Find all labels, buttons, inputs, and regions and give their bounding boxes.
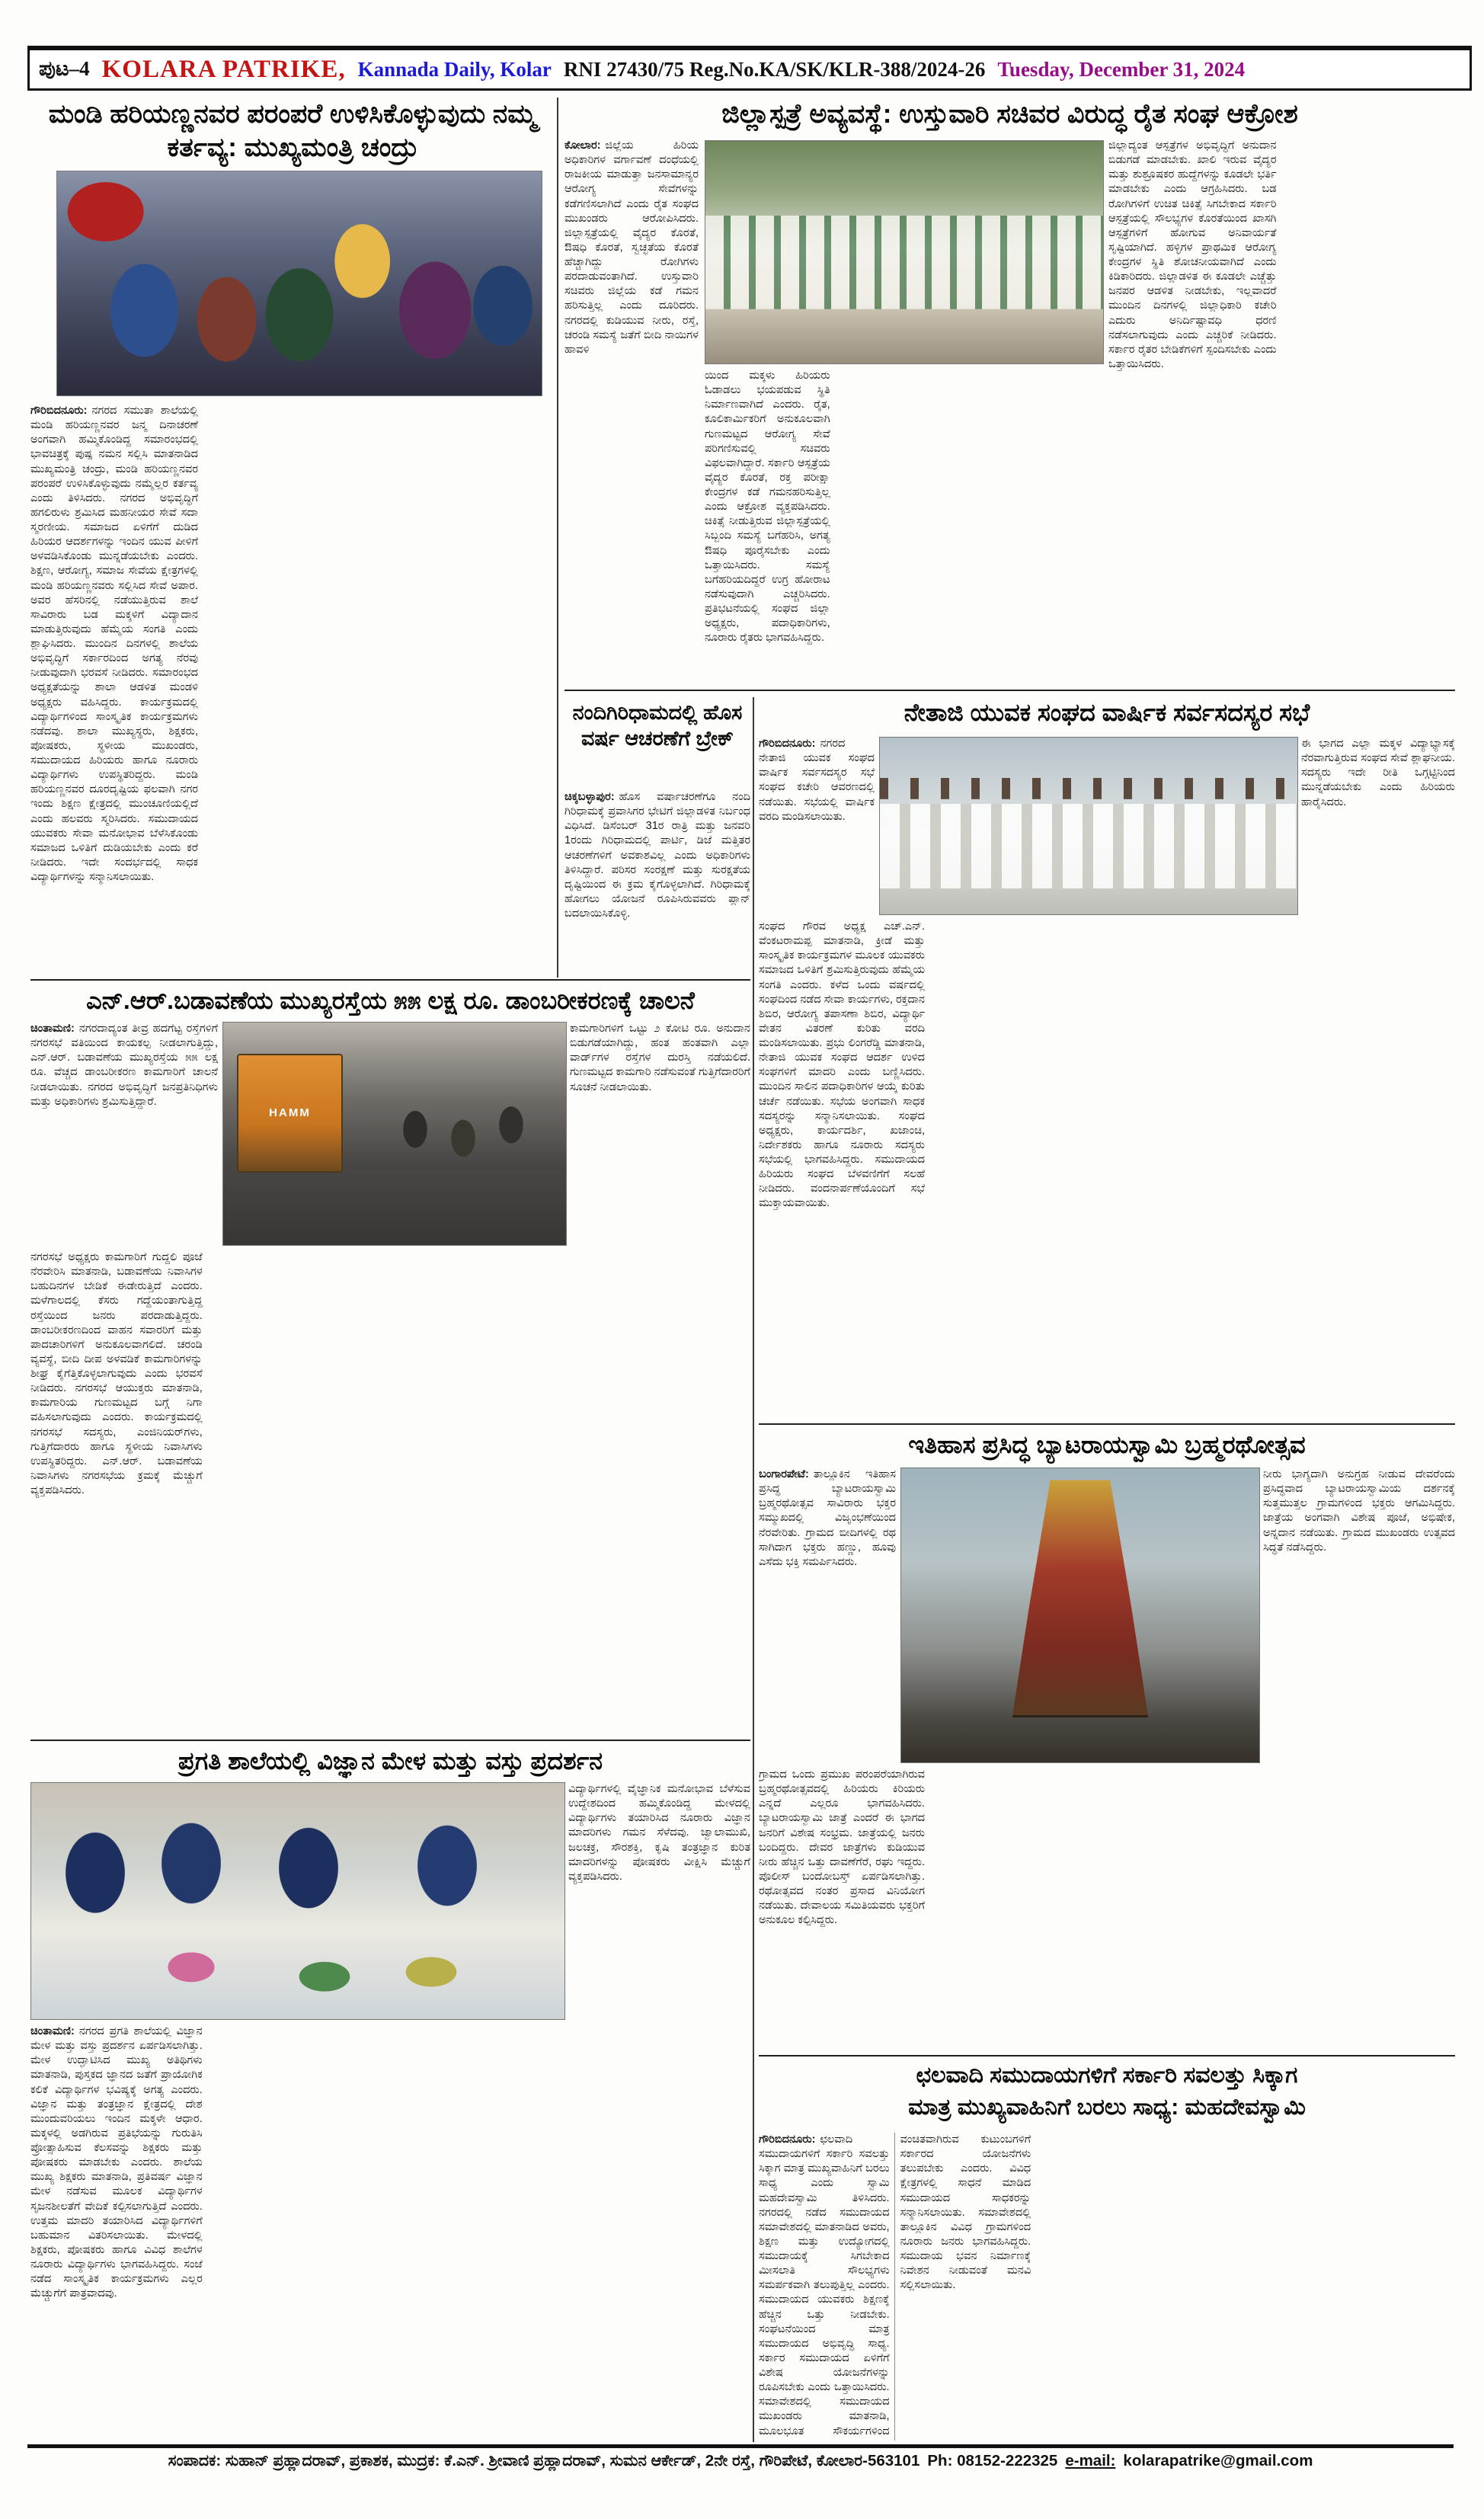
rule-above-chalavadi <box>759 2055 1455 2056</box>
article-science <box>30 1746 750 2442</box>
email-address[interactable]: kolarapatrike@gmail.com <box>1123 2452 1313 2469</box>
article-hospital-right-columns <box>1108 139 1455 686</box>
rule-above-science <box>30 1740 750 1741</box>
dateline: ಚಿಂತಾಮಣಿ: <box>30 1023 75 1035</box>
dateline: ಚಿಂತಾಮಣಿ: <box>30 2025 75 2037</box>
article-road-left-column <box>30 1022 218 1244</box>
body-text: ಸಂಘದ ಗೌರವ ಅಧ್ಯಕ್ಷ ಎಚ್.ಎನ್. ವೆಂಕಟರಾಮಪ್ಪ ಮಾತನಾಡಿ, ಕ್ರೀಡೆ ಮತ್ತು ಸಾಂಸ್ಕೃತಿಕ ಕಾರ್ಯಕ್ರಮಗಳ ಮೂಲಕ ಯುವಕರು ಸಮಾಜದ ಒಳಿತಿಗೆ ಶ್ರಮಿಸುತ್ತಿರುವುದು ಹೆಮ್ಮೆಯ ಸಂಗತಿ ಎಂದರು. ಕಳೆದ ಒಂದು ವರ್ಷದಲ್ಲಿ ಸಂಘದಿಂದ ನಡೆದ ಸೇವಾ ಕಾರ್ಯಗಳು, ರಕ್ತದಾನ ಶಿಬಿರ, ಆರೋಗ್ಯ ತಪಾಸಣಾ ಶಿಬಿರ, ವಿದ್ಯಾರ್ಥಿ ವೇತನ ವಿತರಣೆ ಕುರಿತು ವರದಿ ಮಂಡಿಸಲಾಯಿತು. ಪ್ರಭು ಲಿಂಗರೆಡ್ಡಿ ಮಾತನಾಡಿ, ನೇತಾಜಿ ಯುವಕ ಸಂಘದ ಆದರ್ಶ ಉಳಿದ ಸಂಘಗಳಿಗೆ ಮಾದರಿ ಎಂದು ಬಣ್ಣಿಸಿದರು. ಮುಂದಿನ ಸಾಲಿನ ಪದಾಧಿಕಾರಿಗಳ ಆಯ್ಕೆ ಕುರಿತು ಚರ್ಚೆ ನಡೆಯಿತು. ಸಭೆಯ ಅಂಗವಾಗಿ ಸಾಧಕ ಸದಸ್ಯರನ್ನು ಸನ್ಮಾನಿಸಲಾಯಿತು. ಸಂಘದ ಅಧ್ಯಕ್ಷರು, ಕಾರ್ಯದರ್ಶಿ, ಖಜಾಂಚಿ, ನಿರ್ದೇಶಕರು ಹಾಗೂ ನೂರಾರು ಸದಸ್ಯರು ಸಭೆಯಲ್ಲಿ ಭಾಗವಹಿಸಿದ್ದರು. ಸಮುದಾಯದ ಹಿರಿಯರು ಸಂಘದ ಬೆಳವಣಿಗೆಗೆ ಸಲಹೆ ನೀಡಿದರು. ವಂದನಾರ್ಪಣೆಯೊಂದಿಗೆ ಸಭೆ ಮುಕ್ತಾಯವಾಯಿತು. <box>759 920 925 1210</box>
body-text: ನಗರದ ಸಮುತಾ ಶಾಲೆಯಲ್ಲಿ ಮಂಡಿ ಹರಿಯಣ್ಣನವರ ಜನ್ಮ ದಿನಾಚರಣೆ ಅಂಗವಾಗಿ ಹಮ್ಮಿಕೊಂಡಿದ್ದ ಸಮಾರಂಭದಲ್ಲಿ ಭಾವಚಿತ್ರಕ್ಕೆ ಪುಷ್ಪ ನಮನ ಸಲ್ಲಿಸಿ ಮಾತನಾಡಿದ ಮುಖ್ಯಮಂತ್ರಿ ಚಂದ್ರು, ಮಂಡಿ ಹರಿಯಣ್ಣನವರ ಪರಂಪರೆ ಉಳಿಸಿಕೊಳ್ಳುವುದು ನಮ್ಮೆಲ್ಲರ ಕರ್ತವ್ಯ ಎಂದು ತಿಳಿಸಿದರು. ನಗರದ ಅಭಿವೃದ್ಧಿಗೆ ಹಗಲಿರುಳು ಶ್ರಮಿಸಿದ ಮಹನೀಯರ ಸೇವೆ ಸದಾ ಸ್ಮರಣೀಯ. ಸಮಾಜದ ಏಳಿಗೆಗೆ ದುಡಿದ ಹಿರಿಯರ ಆದರ್ಶಗಳನ್ನು ಇಂದಿನ ಯುವ ಪೀಳಿಗೆ ಅಳವಡಿಸಿಕೊಂಡು ಮುನ್ನಡೆಯಬೇಕು ಎಂದರು. ಶಿಕ್ಷಣ, ಆರೋಗ್ಯ, ಸಮಾಜ ಸೇವೆಯ ಕ್ಷೇತ್ರಗಳಲ್ಲಿ ಮಂಡಿ ಹರಿಯಣ್ಣನವರು ಸಲ್ಲಿಸಿದ ಸೇವೆ ಅಪಾರ. ಅವರ ಹೆಸರಿನಲ್ಲಿ ನಡೆಯುತ್ತಿರುವ ಶಾಲೆ ಸಾವಿರಾರು ಬಡ ಮಕ್ಕಳಿಗೆ ವಿದ್ಯಾದಾನ ಮಾಡುತ್ತಿರುವುದು ಹೆಮ್ಮೆಯ ಸಂಗತಿ ಎಂದು ಶ್ಲಾಘಿಸಿದರು. ಮುಂದಿನ ದಿನಗಳಲ್ಲಿ ಶಾಲೆಯ ಅಭಿವೃದ್ಧಿಗೆ ಸರ್ಕಾರದಿಂದ ಅಗತ್ಯ ನೆರವು ನೀಡುವುದಾಗಿ ಭರವಸೆ ನೀಡಿದರು. ಸಮಾರಂಭದ ಅಧ್ಯಕ್ಷತೆಯನ್ನು ಶಾಲಾ ಆಡಳಿತ ಮಂಡಳಿ ಅಧ್ಯಕ್ಷರು ವಹಿಸಿದ್ದರು. ಕಾರ್ಯಕ್ರಮದಲ್ಲಿ ವಿದ್ಯಾರ್ಥಿಗಳಿಂದ ಸಾಂಸ್ಕೃತಿಕ ಕಾರ್ಯಕ್ರಮಗಳು ನಡೆದವು. ಶಾಲಾ ಮುಖ್ಯಸ್ಥರು, ಶಿಕ್ಷಕರು, ಪೋಷಕರು, ಸ್ಥಳೀಯ ಮುಖಂಡರು, ಸಮುದಾಯದ ಹಿರಿಯರು ಹಾಗೂ ನೂರಾರು ವಿದ್ಯಾರ್ಥಿಗಳು ಉಪಸ್ಥಿತರಿದ್ದರು. ಮಂಡಿ ಹರಿಯಣ್ಣನವರ ದೂರದೃಷ್ಟಿಯ ಫಲವಾಗಿ ನಗರ ಇಂದು ಶಿಕ್ಷಣ ಕ್ಷೇತ್ರದಲ್ಲಿ ಮುಂಚೂಣಿಯಲ್ಲಿದೆ ಎಂದು ಹಲವರು ಸ್ಮರಿಸಿದರು. ಸಮುದಾಯದ ಯುವಕರು ಸೇವಾ ಮನೋಭಾವ ಬೆಳೆಸಿಕೊಂಡು ಸಮಾಜದ ಒಳಿತಿಗೆ ದುಡಿಯಬೇಕು ಎಂದು ಕರೆ ನೀಡಿದರು. ಇದೇ ಸಂದರ್ಭದಲ್ಲಿ ಸಾಧಕ ವಿದ್ಯಾರ್ಥಿಗಳನ್ನು ಸನ್ಮಾನಿಸಲಾಯಿತು. <box>30 405 198 883</box>
article-chariot-right-column <box>1263 1468 1455 1762</box>
rule-above-chariot <box>759 1423 1455 1425</box>
body-text: ಜಿಲ್ಲಾದ್ಯಂತ ಆಸ್ಪತ್ರೆಗಳ ಅಭಿವೃದ್ಧಿಗೆ ಅನುದಾನ ಬಿಡುಗಡೆ ಮಾಡಬೇಕು. ಖಾಲಿ ಇರುವ ವೈದ್ಯರ ಮತ್ತು ಶುಶ್ರೂಷಕರ ಹುದ್ದೆಗಳನ್ನು ಕೂಡಲೇ ಭರ್ತಿ ಮಾಡಬೇಕು ಎಂದು ಆಗ್ರಹಿಸಿದರು. ಬಡ ರೋಗಿಗಳಿಗೆ ಉಚಿತ ಚಿಕಿತ್ಸೆ ಸಿಗಬೇಕಾದ ಸರ್ಕಾರಿ ಆಸ್ಪತ್ರೆಯಲ್ಲಿ ಸೌಲಭ್ಯಗಳ ಕೊರತೆಯಿಂದ ಖಾಸಗಿ ಆಸ್ಪತ್ರೆಗಳಿಗೆ ಹೋಗುವ ಅನಿವಾರ್ಯತೆ ಸೃಷ್ಟಿಯಾಗಿದೆ. ಹಳ್ಳಿಗಳ ಪ್ರಾಥಮಿಕ ಆರೋಗ್ಯ ಕೇಂದ್ರಗಳ ಸ್ಥಿತಿ ಶೋಚನೀಯವಾಗಿದೆ ಎಂದು ಕಿಡಿಕಾರಿದರು. ಜಿಲ್ಲಾಡಳಿತ ಈ ಕೂಡಲೇ ಎಚ್ಚೆತ್ತು ಜನಪರ ಆಡಳಿತ ನೀಡಬೇಕು, ಇಲ್ಲವಾದರೆ ಮುಂದಿನ ದಿನಗಳಲ್ಲಿ ಜಿಲ್ಲಾಧಿಕಾರಿ ಕಚೇರಿ ಎದುರು ಅನಿರ್ದಿಷ್ಟಾವಧಿ ಧರಣಿ ನಡೆಸಲಾಗುವುದು ಎಂದು ಎಚ್ಚರಿಕೆ ನೀಡಿದರು. ಸರ್ಕಾರ ರೈತರ ಬೇಡಿಕೆಗಳಿಗೆ ಸ್ಪಂದಿಸಬೇಕು ಎಂದು ಒತ್ತಾಯಿಸಿದರು. <box>1108 139 1277 370</box>
article-science-photo <box>30 1782 565 2020</box>
article-hospital-headline: ಜಿಲ್ಲಾಸ್ಪತ್ರೆ ಅವ್ಯವಸ್ಥೆ: ಉಸ್ತುವಾರಿ ಸಚಿವರ ವಿರುದ್ಧ ರೈತ ಸಂಘ ಆಕ್ರೋಶ <box>721 99 1298 129</box>
article-hospital <box>564 98 1455 688</box>
dateline: ಗೌರಿಬಿದನೂರು: <box>30 405 88 417</box>
publisher-info: ಸಂಪಾದಕ: ಸುಹಾನ್ ಪ್ರಹ್ಲಾದರಾವ್, ಪ್ರಕಾಶಕ, ಮುದ್ರಕ: ಕೆ.ಎನ್. ಶ್ರೀವಾಣಿ ಪ್ರಹ್ಲಾದರಾವ್, ಸುಮನ ಆರ್ಕೇಡ್, 2ನೇ ರಸ್ತೆ, ಗೌರಿಪೇಟೆ, ಕೋಲಾರ-563101 <box>168 2452 920 2469</box>
newspaper-subtitle: Kannada Daily, Kolar <box>357 57 552 81</box>
dateline: ಚಿಕ್ಕಬಳ್ಳಾಪುರ: <box>564 791 615 803</box>
article-science-bottom-columns <box>30 2024 750 2437</box>
body-text: ನಗರದ ಪ್ರಗತಿ ಶಾಲೆಯಲ್ಲಿ ವಿಜ್ಞಾನ ಮೇಳ ಮತ್ತು ವಸ್ತು ಪ್ರದರ್ಶನ ಏರ್ಪಡಿಸಲಾಗಿತ್ತು. ಮೇಳ ಉದ್ಘಾಟಿಸಿದ ಮುಖ್ಯ ಅತಿಥಿಗಳು ಮಾತನಾಡಿ, ಪುಸ್ತಕದ ಜ್ಞಾನದ ಜತೆಗೆ ಪ್ರಾಯೋಗಿಕ ಕಲಿಕೆ ವಿದ್ಯಾರ್ಥಿಗಳ ಭವಿಷ್ಯಕ್ಕೆ ಅಗತ್ಯ ಎಂದರು. ವಿಜ್ಞಾನ ಮತ್ತು ತಂತ್ರಜ್ಞಾನ ಕ್ಷೇತ್ರದಲ್ಲಿ ದೇಶ ಮುಂದುವರಿಯಲು ಇಂದಿನ ಮಕ್ಕಳೇ ಆಧಾರ. ಮಕ್ಕಳಲ್ಲಿ ಅಡಗಿರುವ ಪ್ರತಿಭೆಯನ್ನು ಗುರುತಿಸಿ ಪ್ರೋತ್ಸಾಹಿಸುವ ಕೆಲಸವನ್ನು ಶಿಕ್ಷಕರು ಮತ್ತು ಪೋಷಕರು ಮಾಡಬೇಕು ಎಂದರು. ಶಾಲೆಯ ಮುಖ್ಯ ಶಿಕ್ಷಕರು ಮಾತನಾಡಿ, ಪ್ರತಿವರ್ಷ ವಿಜ್ಞಾನ ಮೇಳ ನಡೆಸುವ ಮೂಲಕ ವಿದ್ಯಾರ್ಥಿಗಳ ಸೃಜನಶೀಲತೆಗೆ ವೇದಿಕೆ ಕಲ್ಪಿಸಲಾಗುತ್ತಿದೆ ಎಂದರು. ಉತ್ತಮ ಮಾದರಿ ತಯಾರಿಸಿದ ವಿದ್ಯಾರ್ಥಿಗಳಿಗೆ ಬಹುಮಾನ ವಿತರಿಸಲಾಯಿತು. ಮೇಳದಲ್ಲಿ ಶಿಕ್ಷಕರು, ಪೋಷಕರು ಹಾಗೂ ವಿವಿಧ ಶಾಲೆಗಳ ನೂರಾರು ವಿದ್ಯಾರ್ಥಿಗಳು ಭಾಗವಹಿಸಿದ್ದರು. ಸಂಜೆ ನಡೆದ ಸಾಂಸ್ಕೃತಿಕ ಕಾರ್ಯಕ್ರಮಗಳು ಎಲ್ಲರ ಮೆಚ್ಚುಗೆಗೆ ಪಾತ್ರವಾದವು. <box>30 2025 203 2300</box>
article-hospital-left-column <box>564 139 699 686</box>
article-chariot-bottom-columns <box>759 1768 1455 2045</box>
article-chalavadi-headline-line1: ಛಲವಾದಿ ಸಮುದಾಯಗಳಿಗೆ ಸರ್ಕಾರಿ ಸವಲತ್ತು ಸಿಕ್ಕಾಗ <box>916 2063 1298 2088</box>
page-number-label: ಪುಟ–4 <box>39 57 90 80</box>
dateline: ಗೌರಿಬಿದನೂರು: <box>759 738 816 750</box>
article-road-headline: ಎನ್.ಆರ್.ಬಡಾವಣೆಯ ಮುಖ್ಯರಸ್ತೆಯ ೫೫ ಲಕ್ಷ ರೂ. ಡಾಂಬರೀಕರಣಕ್ಕೆ ಚಾಲನೆ <box>86 987 695 1014</box>
body-text: ಈ ಭಾಗದ ಎಲ್ಲಾ ಮಕ್ಕಳ ವಿದ್ಯಾಭ್ಯಾಸಕ್ಕೆ ನೆರವಾಗುತ್ತಿರುವ ಸಂಘದ ಸೇವೆ ಶ್ಲಾಘನೀಯ. ಸದಸ್ಯರು ಇದೇ ರೀತಿ ಒಗ್ಗಟ್ಟಿನಿಂದ ಮುನ್ನಡೆಯಬೇಕು ಎಂದು ಹಿರಿಯರು ಹಾರೈಸಿದರು. <box>1301 738 1455 808</box>
email-label: e-mail: <box>1065 2452 1116 2469</box>
body-text: ನೀರು ಭಾಗ್ಯದಾಗಿ ಅನುಗ್ರಹ ನೀಡುವ ದೇವರೆಂದು ಪ್ರಸಿದ್ಧವಾದ ಬ್ಯಾಟರಾಯಸ್ವಾಮಿಯ ದರ್ಶನಕ್ಕೆ ಸುತ್ತಮುತ್ತಲ ಗ್ರಾಮಗಳಿಂದ ಭಕ್ತರು ಆಗಮಿಸಿದ್ದರು. ಜಾತ್ರೆಯ ಅಂಗವಾಗಿ ವಿಶೇಷ ಪೂಜೆ, ಅಭಿಷೇಕ, ಅನ್ನದಾನ ನಡೆಯಿತು. ಗ್ರಾಮದ ಮುಖಂಡರು ಉತ್ಸವದ ಸಿದ್ಧತೆ ನಡೆಸಿದ್ದರು. <box>1263 1468 1455 1554</box>
article-netaji <box>759 697 1455 1421</box>
body-text: ವಿದ್ಯಾರ್ಥಿಗಳಲ್ಲಿ ವೈಜ್ಞಾನಿಕ ಮನೋಭಾವ ಬೆಳೆಸುವ ಉದ್ದೇಶದಿಂದ ಹಮ್ಮಿಕೊಂಡಿದ್ದ ಮೇಳದಲ್ಲಿ ವಿದ್ಯಾರ್ಥಿಗಳು ತಯಾರಿಸಿದ ನೂರಾರು ವಿಜ್ಞಾನ ಮಾದರಿಗಳು ಗಮನ ಸೆಳೆದವು. ಜ್ವಾಲಾಮುಖಿ, ಜಲಚಕ್ರ, ಸೌರಶಕ್ತಿ, ಕೃಷಿ ತಂತ್ರಜ್ಞಾನ ಕುರಿತ ಮಾದರಿಗಳನ್ನು ಪೋಷಕರು ವೀಕ್ಷಿಸಿ ಮೆಚ್ಚುಗೆ ವ್ಯಕ್ತಪಡಿಸಿದರು. <box>568 1783 750 1883</box>
road-roller-machine <box>237 1054 343 1173</box>
article-nandi <box>564 697 750 978</box>
newspaper-brand: KOLARA PATRIKE, <box>101 55 346 83</box>
rule-below-hospital <box>564 690 1455 691</box>
article-road-photo <box>222 1022 567 1246</box>
column-divider-bottom <box>753 697 754 2442</box>
article-netaji-photo <box>879 737 1298 915</box>
column-divider-top <box>557 98 558 978</box>
body-text: ಕಾಮಗಾರಿಗಳಿಗೆ ಒಟ್ಟು ೨ ಕೋಟಿ ರೂ. ಅನುದಾನ ಬಿಡುಗಡೆಯಾಗಿದ್ದು, ಹಂತ ಹಂತವಾಗಿ ಎಲ್ಲಾ ವಾರ್ಡ್‌ಗಳ ರಸ್ತೆಗಳ ದುರಸ್ತಿ ನಡೆಯಲಿದೆ. ಗುಣಮಟ್ಟದ ಕಾಮಗಾರಿ ನಡೆಸುವಂತೆ ಗುತ್ತಿಗೆದಾರರಿಗೆ ಸೂಚನೆ ನೀಡಲಾಯಿತು. <box>570 1023 750 1093</box>
article-road-bottom-columns <box>30 1250 750 1712</box>
article-nandi-headline: ನಂದಿಗಿರಿಧಾಮದಲ್ಲಿ ಹೊಸ ವರ್ಷ ಆಚರಣೆಗೆ ಬ್ರೇಕ್ <box>572 701 743 750</box>
article-mandi <box>30 98 555 954</box>
article-netaji-left-column <box>759 737 875 914</box>
article-chariot-headline: ಇತಿಹಾಸ ಪ್ರಸಿದ್ಧ ಬ್ಯಾಟರಾಯಸ್ವಾಮಿ ಬ್ರಹ್ಮರಥೋತ್ಸವ <box>908 1431 1306 1458</box>
dateline: ಗೌರಿಬಿದನೂರು: <box>759 2133 816 2146</box>
article-chalavadi-headline-line2: ಮಾತ್ರ ಮುಖ್ಯವಾಹಿನಿಗೆ ಬರಲು ಸಾಧ್ಯ: ಮಹದೇವಸ್ವಾಮಿ <box>908 2095 1306 2120</box>
body-text: ಜಿಲ್ಲೆಯ ಹಿರಿಯ ಅಧಿಕಾರಿಗಳ ವರ್ಗಾವಣೆ ದಂಧೆಯಲ್ಲಿ ರಾಜಕೀಯ ಮಾಡುತ್ತಾ ಜನಸಾಮಾನ್ಯರ ಆರೋಗ್ಯ ಸೇವೆಗಳನ್ನು ಕಡೆಗಣಿಸಲಾಗಿದೆ ಎಂದು ರೈತ ಸಂಘದ ಮುಖಂಡರು ಆರೋಪಿಸಿದರು. ಜಿಲ್ಲಾಸ್ಪತ್ರೆಯಲ್ಲಿ ವೈದ್ಯರ ಕೊರತೆ, ಔಷಧಿ ಕೊರತೆ, ಸ್ವಚ್ಛತೆಯ ಕೊರತೆ ಹೆಚ್ಚಾಗಿದ್ದು ರೋಗಿಗಳು ಪರದಾಡುವಂತಾಗಿದೆ. ಉಸ್ತುವಾರಿ ಸಚಿವರು ಜಿಲ್ಲೆಯ ಕಡೆ ಗಮನ ಹರಿಸುತ್ತಿಲ್ಲ ಎಂದು ದೂರಿದರು. ನಗರದಲ್ಲಿ ಕುಡಿಯುವ ನೀರು, ರಸ್ತೆ, ಚರಂಡಿ ಸಮಸ್ಯೆ ಜತೆಗೆ ಬೀದಿ ನಾಯಿಗಳ ಹಾವಳಿ <box>564 139 699 356</box>
registration-number: RNI 27430/75 Reg.No.KA/SK/KLR-388/2024-26 <box>563 57 986 81</box>
body-text: ನಗರಸಭೆ ಅಧ್ಯಕ್ಷರು ಕಾಮಗಾರಿಗೆ ಗುದ್ದಲಿ ಪೂಜೆ ನೆರವೇರಿಸಿ ಮಾತನಾಡಿ, ಬಡಾವಣೆಯ ನಿವಾಸಿಗಳ ಬಹುದಿನಗಳ ಬೇಡಿಕೆ ಈಡೇರುತ್ತಿದೆ ಎಂದರು. ಮಳೆಗಾಲದಲ್ಲಿ ಕೆಸರು ಗದ್ದೆಯಂತಾಗುತ್ತಿದ್ದ ರಸ್ತೆಯಿಂದ ಜನರು ಪರದಾಡುತ್ತಿದ್ದರು. ಡಾಂಬರೀಕರಣದಿಂದ ವಾಹನ ಸವಾರರಿಗೆ ಮತ್ತು ಪಾದಚಾರಿಗಳಿಗೆ ಅನುಕೂಲವಾಗಲಿದೆ. ಚರಂಡಿ ವ್ಯವಸ್ಥೆ, ಬೀದಿ ದೀಪ ಅಳವಡಿಕೆ ಕಾಮಗಾರಿಗಳನ್ನು ಶೀಘ್ರ ಕೈಗೆತ್ತಿಕೊಳ್ಳಲಾಗುವುದು ಎಂದು ಭರವಸೆ ನೀಡಿದರು. ನಗರಸಭೆ ಆಯುಕ್ತರು ಮಾತನಾಡಿ, ಕಾಮಗಾರಿಯ ಗುಣಮಟ್ಟದ ಬಗ್ಗೆ ನಿಗಾ ವಹಿಸಲಾಗುವುದು ಎಂದರು. ಕಾರ್ಯಕ್ರಮದಲ್ಲಿ ನಗರಸಭೆ ಸದಸ್ಯರು, ಎಂಜಿನಿಯರ್‌ಗಳು, ಗುತ್ತಿಗೆದಾರರು ಹಾಗೂ ಸ್ಥಳೀಯ ನಿವಾಸಿಗಳು ಉಪಸ್ಥಿತರಿದ್ದರು. ಎನ್.ಆರ್. ಬಡಾವಣೆಯ ನಿವಾಸಿಗಳು ನಗರಸಭೆಯ ಕ್ರಮಕ್ಕೆ ಮೆಚ್ಚುಗೆ ವ್ಯಕ್ತಪಡಿಸಿದರು. <box>30 1251 203 1496</box>
article-hospital-center-columns <box>705 369 1102 686</box>
article-mandi-headline: ಮಂಡಿ ಹರಿಯಣ್ಣನವರ ಪರಂಪರೆ ಉಳಿಸಿಕೊಳ್ಳುವುದು ನಮ್ಮ ಕರ್ತವ್ಯ: ಮುಖ್ಯಮಂತ್ರಿ ಚಂದ್ರು <box>48 99 537 162</box>
article-mandi-body <box>30 404 555 951</box>
article-chalavadi-body <box>759 2133 1455 2441</box>
body-text: ಛಲವಾದಿ ಸಮುದಾಯಗಳಿಗೆ ಸರ್ಕಾರಿ ಸವಲತ್ತು ಸಿಕ್ಕಾಗ ಮಾತ್ರ ಮುಖ್ಯವಾಹಿನಿಗೆ ಬರಲು ಸಾಧ್ಯ ಎಂದು ಸ್ವಾಮಿ ಮಹದೇವಸ್ವಾಮಿ ತಿಳಿಸಿದರು. ನಗರದಲ್ಲಿ ನಡೆದ ಸಮುದಾಯದ ಸಮಾವೇಶದಲ್ಲಿ ಮಾತನಾಡಿದ ಅವರು, ಶಿಕ್ಷಣ ಮತ್ತು ಉದ್ಯೋಗದಲ್ಲಿ ಸಮುದಾಯಕ್ಕೆ ಸಿಗಬೇಕಾದ ಮೀಸಲಾತಿ ಸೌಲಭ್ಯಗಳು ಸಮರ್ಪಕವಾಗಿ ತಲುಪುತ್ತಿಲ್ಲ ಎಂದರು. ಸಮುದಾಯದ ಯುವಕರು ಶಿಕ್ಷಣಕ್ಕೆ ಹೆಚ್ಚಿನ ಒತ್ತು ನೀಡಬೇಕು. ಸಂಘಟನೆಯಿಂದ ಮಾತ್ರ ಸಮುದಾಯದ ಅಭಿವೃದ್ಧಿ ಸಾಧ್ಯ. ಸರ್ಕಾರ ಸಮುದಾಯದ ಏಳಿಗೆಗೆ ವಿಶೇಷ ಯೋಜನೆಗಳನ್ನು ರೂಪಿಸಬೇಕು ಎಂದು ಒತ್ತಾಯಿಸಿದರು. ಸಮಾವೇಶದಲ್ಲಿ ಸಮುದಾಯದ ಮುಖಂಡರು ಮಾತನಾಡಿ, ಮೂಲಭೂತ ಸೌಕರ್ಯಗಳಿಂದ ವಂಚಿತವಾಗಿರುವ ಕುಟುಂಬಗಳಿಗೆ ಸರ್ಕಾರದ ಯೋಜನೆಗಳು ತಲುಪಬೇಕು ಎಂದರು. ವಿವಿಧ ಕ್ಷೇತ್ರಗಳಲ್ಲಿ ಸಾಧನೆ ಮಾಡಿದ ಸಮುದಾಯದ ಸಾಧಕರನ್ನು ಸನ್ಮಾನಿಸಲಾಯಿತು. ಸಮಾವೇಶದಲ್ಲಿ ತಾಲ್ಲೂಕಿನ ವಿವಿಧ ಗ್ರಾಮಗಳಿಂದ ನೂರಾರು ಜನರು ಭಾಗವಹಿಸಿದ್ದರು. ಸಮುದಾಯ ಭವನ ನಿರ್ಮಾಣಕ್ಕೆ ನಿವೇಶನ ನೀಡುವಂತೆ ಮನವಿ ಸಲ್ಲಿಸಲಾಯಿತು. <box>759 2133 1031 2437</box>
rule-above-road <box>30 979 750 981</box>
footer-rule <box>27 2444 1454 2448</box>
article-road <box>30 985 750 1717</box>
article-netaji-bottom-columns <box>759 920 1455 1416</box>
article-hospital-photo <box>705 140 1104 364</box>
body-text: ತಾಲ್ಲೂಕಿನ ಇತಿಹಾಸ ಪ್ರಸಿದ್ಧ ಬ್ಯಾಟರಾಯಸ್ವಾಮಿ ಬ್ರಹ್ಮರಥೋತ್ಸವ ಸಾವಿರಾರು ಭಕ್ತರ ಸಮ್ಮುಖದಲ್ಲಿ ವಿಜೃಂಭಣೆಯಿಂದ ನೆರವೇರಿತು. ಗ್ರಾಮದ ಬೀದಿಗಳಲ್ಲಿ ರಥ ಸಾಗಿದಾಗ ಭಕ್ತರು ಹಣ್ಣು, ಹೂವು ಎಸೆದು ಭಕ್ತಿ ಸಮರ್ಪಿಸಿದರು. <box>759 1468 896 1568</box>
article-chalavadi <box>759 2061 1455 2442</box>
article-chariot <box>759 1429 1455 2050</box>
temple-chariot <box>1012 1480 1149 1717</box>
article-nandi-body <box>564 790 750 978</box>
body-text: ಹೊಸ ವರ್ಷಾಚರಣೆಗೂ ನಂದಿ ಗಿರಿಧಾಮಕ್ಕೆ ಪ್ರವಾಸಿಗರ ಭೇಟಿಗೆ ಜಿಲ್ಲಾಡಳಿತ ನಿರ್ಬಂಧ ವಿಧಿಸಿದೆ. ಡಿಸೆಂಬರ್ 31ರ ರಾತ್ರಿ ಮತ್ತು ಜನವರಿ 1ರಂದು ಗಿರಿಧಾಮದಲ್ಲಿ ಪಾರ್ಟಿ, ಡಿಜೆ ಮತ್ತಿತರ ಆಚರಣೆಗಳಿಗೆ ಅವಕಾಶವಿಲ್ಲ ಎಂದು ಅಧಿಕಾರಿಗಳು ತಿಳಿಸಿದ್ದಾರೆ. ಪರಿಸರ ಸಂರಕ್ಷಣೆ ಮತ್ತು ಸುರಕ್ಷತೆಯ ದೃಷ್ಟಿಯಿಂದ ಈ ಕ್ರಮ ಕೈಗೊಳ್ಳಲಾಗಿದೆ. ಗಿರಿಧಾಮಕ್ಕೆ ಹೋಗಲು ಯೋಜನೆ ರೂಪಿಸಿರುವವರು ಪ್ಲಾನ್ ಬದಲಾಯಿಸಿಕೊಳ್ಳಿ. <box>564 791 750 920</box>
article-mandi-photo <box>56 171 542 396</box>
dateline: ಕೋಲಾರ: <box>564 139 601 152</box>
article-science-right-column <box>568 1782 750 2018</box>
masthead <box>27 46 1472 91</box>
article-road-right-column <box>570 1022 750 1244</box>
body-text: ಯಿಂದ ಮಕ್ಕಳು ಹಿರಿಯರು ಓಡಾಡಲು ಭಯಪಡುವ ಸ್ಥಿತಿ ನಿರ್ಮಾಣವಾಗಿದೆ ಎಂದರು. ರೈತ, ಕೂಲಿಕಾರ್ಮಿಕರಿಗೆ ಅನುಕೂಲವಾಗಿ ಗುಣಮಟ್ಟದ ಆರೋಗ್ಯ ಸೇವೆ ಪರಿಗಣಿಸುವಲ್ಲಿ ಸಚಿವರು ವಿಫಲವಾಗಿದ್ದಾರೆ. ಸರ್ಕಾರಿ ಆಸ್ಪತ್ರೆಯ ವೈದ್ಯರ ಕೊರತೆ, ರಕ್ತ ಪರೀಕ್ಷಾ ಕೇಂದ್ರಗಳ ಕಡೆ ಗಮನಹರಿಸುತ್ತಿಲ್ಲ ಎಂದು ಆಕ್ರೋಶ ವ್ಯಕ್ತಪಡಿಸಿದರು. ಚಿಕಿತ್ಸೆ ನೀಡುತ್ತಿರುವ ಜಿಲ್ಲಾಸ್ಪತ್ರೆಯಲ್ಲಿ ಸಿಬ್ಬಂದಿ ಸಮಸ್ಯೆ ಬಗೆಹರಿಸಿ, ಅಗತ್ಯ ಔಷಧಿ ಪೂರೈಸಬೇಕು ಎಂದು ಒತ್ತಾಯಿಸಿದರು. ಸಮಸ್ಯೆ ಬಗೆಹರಿಯದಿದ್ದರೆ ಉಗ್ರ ಹೋರಾಟ ನಡೆಸುವುದಾಗಿ ಎಚ್ಚರಿಸಿದರು. ಪ್ರತಿಭಟನೆಯಲ್ಲಿ ಸಂಘದ ಜಿಲ್ಲಾ ಅಧ್ಯಕ್ಷರು, ಪದಾಧಿಕಾರಿಗಳು, ನೂರಾರು ರೈತರು ಭಾಗವಹಿಸಿದ್ದರು. <box>705 370 830 645</box>
phone-number: Ph: 08152-222325 <box>927 2452 1058 2469</box>
article-science-headline: ಪ್ರಗತಿ ಶಾಲೆಯಲ್ಲಿ ವಿಜ್ಞಾನ ಮೇಳ ಮತ್ತು ವಸ್ತು ಪ್ರದರ್ಶನ <box>178 1747 603 1775</box>
roller-brand-label: HAMM <box>269 1106 311 1120</box>
body-text: ನಗರದಾದ್ಯಂತ ತೀವ್ರ ಹದಗೆಟ್ಟ ರಸ್ತೆಗಳಿಗೆ ನಗರಸಭೆ ವತಿಯಿಂದ ಕಾಯಕಲ್ಪ ನೀಡಲಾಗುತ್ತಿದ್ದು, ಎನ್.ಆರ್. ಬಡಾವಣೆಯ ಮುಖ್ಯರಸ್ತೆಯ ೫೫ ಲಕ್ಷ ರೂ. ವೆಚ್ಚದ ಡಾಂಬರೀಕರಣ ಕಾಮಗಾರಿಗೆ ಚಾಲನೆ ನೀಡಲಾಯಿತು. ನಗರದ ಅಭಿವೃದ್ಧಿಗೆ ಜನಪ್ರತಿನಿಧಿಗಳು ಮತ್ತು ಅಧಿಕಾರಿಗಳು ಶ್ರಮಿಸುತ್ತಿದ್ದಾರೆ. <box>30 1023 218 1108</box>
dateline: ಬಂಗಾರಪೇಟೆ: <box>759 1468 809 1480</box>
article-chariot-left-column <box>759 1468 896 1762</box>
article-netaji-headline: ನೇತಾಜಿ ಯುವಕ ಸಂಘದ ವಾರ್ಷಿಕ ಸರ್ವಸದಸ್ಯರ ಸಭೆ <box>904 699 1310 726</box>
issue-date: Tuesday, December 31, 2024 <box>997 57 1246 81</box>
body-text: ಗ್ರಾಮದ ಒಂದು ಪ್ರಮುಖ ಪರಂಪರೆಯಾಗಿರುವ ಬ್ರಹ್ಮರಥೋತ್ಸವದಲ್ಲಿ ಹಿರಿಯರು ಕಿರಿಯರು ಎನ್ನದೆ ಎಲ್ಲರೂ ಭಾಗವಹಿಸಿದರು. ಬ್ಯಾಟರಾಯಸ್ವಾಮಿ ಜಾತ್ರೆ ಎಂದರೆ ಈ ಭಾಗದ ಜನರಿಗೆ ವಿಶೇಷ ಸಂಭ್ರಮ. ಜಾತ್ರೆಯಲ್ಲಿ ಜನರು ಬಂದಿದ್ದರು. ದೇವರ ಜಾತ್ರೆಗಳು ಕುಡಿಯುವ ನೀರು ಹೆಚ್ಚಿನ ಒತ್ತು ದಾವಣೆಗೆರೆ, ರಘು ಇದ್ದರು. ಪೊಲೀಸ್ ಬಂದೋಬಸ್ತ್ ಏರ್ಪಡಿಸಲಾಗಿತ್ತು. ರಥೋತ್ಸವದ ನಂತರ ಪ್ರಸಾದ ವಿನಿಯೋಗ ನಡೆಯಿತು. ದೇವಾಲಯ ಸಮಿತಿಯವರು ಭಕ್ತರಿಗೆ ಅನುಕೂಲ ಕಲ್ಪಿಸಿದ್ದರು. <box>759 1768 925 1927</box>
body-text: ನಗರದ ನೇತಾಜಿ ಯುವಕ ಸಂಘದ ವಾರ್ಷಿಕ ಸರ್ವಸದಸ್ಯರ ಸಭೆ ಸಂಘದ ಕಚೇರಿ ಆವರಣದಲ್ಲಿ ನಡೆಯಿತು. ಸಭೆಯಲ್ಲಿ ವಾರ್ಷಿಕ ವರದಿ ಮಂಡಿಸಲಾಯಿತು. <box>759 738 875 823</box>
article-netaji-right-column <box>1301 737 1455 914</box>
article-chariot-photo <box>900 1468 1260 1763</box>
footer <box>27 2452 1454 2470</box>
